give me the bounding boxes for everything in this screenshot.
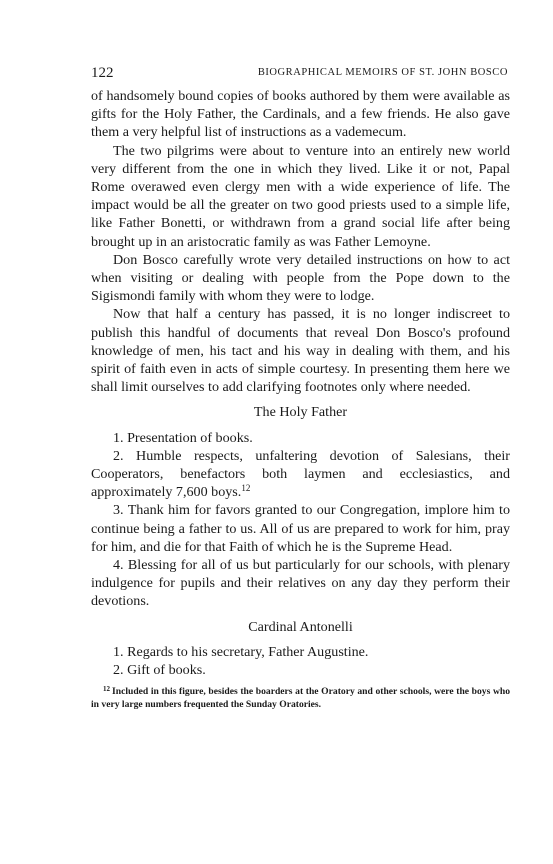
footnote-marker: 12 <box>103 685 110 694</box>
body-text <box>91 87 510 711</box>
running-head: BIOGRAPHICAL MEMOIRS OF ST. JOHN BOSCO <box>257 67 508 78</box>
section-heading-cardinal-antonelli: Cardinal Antonelli <box>248 618 353 635</box>
footnote-text: Included in this figure, besides the boarders at the Oratory and other schools, were the boys who in very large numbers frequented the Sunday Oratories. <box>91 686 510 710</box>
paragraph: Now that half a century has passed, it is no longer indiscreet to publish this handful of documents that reveal Don Bosco's profound knowledge of men, his tact and his way in dealing with them, and his spirit of faith even in acts of simple courtesy. In presenting them here we shall limit ourselves to add clarifying footnotes only where needed. <box>91 306 510 396</box>
list-item: 2. Gift of books. <box>113 662 206 679</box>
list-item: 1. Presentation of books. <box>113 429 253 446</box>
section-heading-holy-father: The Holy Father <box>253 404 348 421</box>
paragraph: of handsomely bound copies of books authored by them were available as gifts for the Holy Father, the Cardinals, and a few friends. He also gave them a very helpful list of instructions as a vademecum. <box>91 88 510 141</box>
list-item: 4. Blessing for all of us but particularly for our schools, with plenary indulgence for pupils and their relatives on any day they perform their devotions. <box>91 557 510 610</box>
footnote <box>91 686 510 710</box>
page-number: 122 <box>91 65 114 81</box>
list-item-text: 2. Humble respects, unfaltering devotion of Salesians, their Cooperators, benefactors both laymen and ecclesiastics, and approximately 7,600 boys. <box>91 447 510 501</box>
page-header <box>91 64 508 82</box>
footnote-reference: 12 <box>241 483 251 494</box>
paragraph: Don Bosco carefully wrote very detailed instructions on how to act when visiting or dealing with people from the Pope down to the Sigismondi family with whom they were to lodge. <box>91 251 510 305</box>
list-item <box>91 447 510 502</box>
paragraph: The two pilgrims were about to venture into an entirely new world very different from the one in which they lived. Like it or not, Papal Rome overawed even clergy men with a wide experience of life. The impact would be all the greater on two good priests used to a simple life, like Father Bonetti, or withdrawn from a grand social life after being brought up in an aristocratic family as was Father Lemoyne. <box>91 142 510 250</box>
list-item: 3. Thank him for favors granted to our Congregation, implore him to continue being a father to us. All of us are prepared to work for him, pray for him, and die for that Faith of which he is the Supreme Head. <box>91 502 510 555</box>
list-item: 1. Regards to his secretary, Father Augustine. <box>113 643 369 660</box>
